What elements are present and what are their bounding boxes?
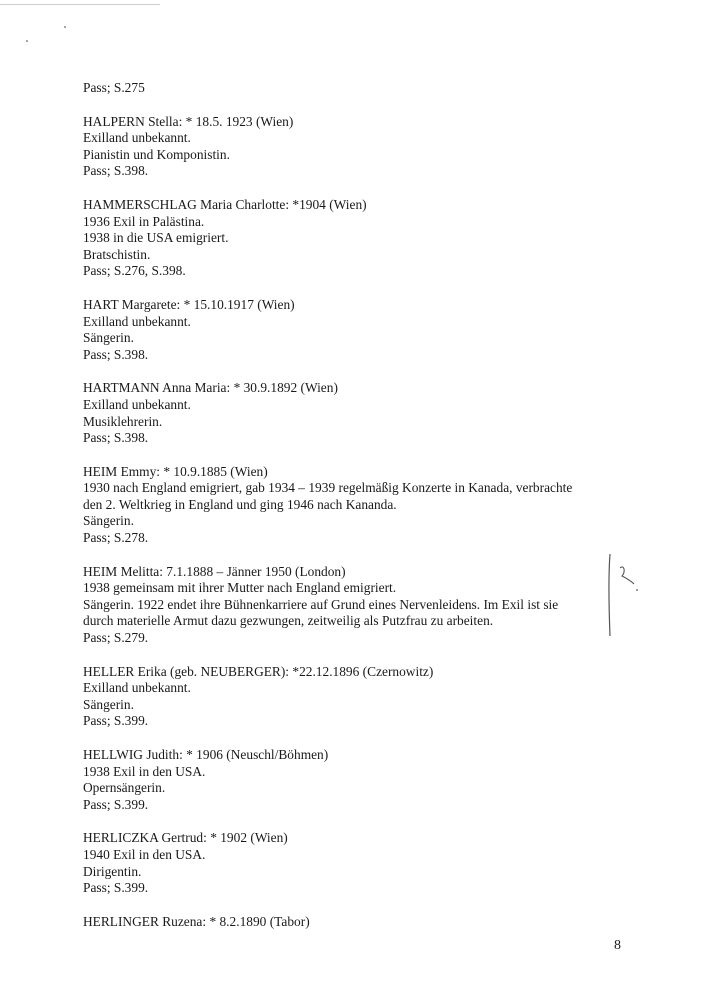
entry-line: 1938 Exil in den USA. [83, 763, 206, 779]
entry [83, 114, 643, 180]
entry-heading: HEIM Melitta: 7.1.1888 – Jänner 1950 (London) [83, 563, 346, 579]
entry-line: Exilland unbekannt. [83, 130, 191, 146]
entry-line: Musiklehrerin. [83, 413, 163, 429]
entry-line: Pass; S.278. [83, 530, 149, 546]
entry-heading: HERLINGER Ruzena: * 8.2.1890 (Tabor) [83, 913, 310, 929]
entry-line: Pass; S.399. [83, 713, 149, 729]
entry-line: Sängerin. 1922 endet ihre Bühnenkarriere auf Grund eines Nervenleidens. Im Exil ist sie [83, 596, 559, 612]
entry-line: Sängerin. [83, 330, 134, 346]
entry [83, 564, 643, 647]
entry [83, 380, 643, 446]
entry-line: 1940 Exil in den USA. [83, 846, 206, 862]
entry-line: 1936 Exil in Palästina. [83, 213, 205, 229]
page-number: 8 [614, 938, 621, 953]
entry-heading: HARTMANN Anna Maria: * 30.9.1892 (Wien) [83, 380, 338, 396]
entry-heading: HART Margarete: * 15.10.1917 (Wien) [83, 296, 295, 312]
entry-line: Sängerin. [83, 513, 134, 529]
entry-line: Dirigentin. [83, 863, 142, 879]
entry-line: Pass; S.399. [83, 796, 149, 812]
entry-heading: HELLWIG Judith: * 1906 (Neuschl/Böhmen) [83, 747, 329, 762]
entry [83, 464, 643, 547]
entry [83, 297, 643, 363]
entry-heading: HEIM Emmy: * 10.9.1885 (Wien) [83, 463, 268, 479]
entry-line: Pass; S.276, S.398. [83, 263, 186, 279]
entry-line: den 2. Weltkrieg in England und ging 1946 nach Kananda. [83, 496, 397, 512]
handwritten-margin-mark [600, 550, 650, 640]
scan-speck [64, 26, 66, 28]
entry-line: Pass; S.279. [83, 630, 149, 646]
entry-line: Pass; S.398. [83, 163, 149, 179]
entry-line: Exilland unbekannt. [83, 680, 191, 696]
entry-heading: HERLICZKA Gertrud: * 1902 (Wien) [83, 830, 288, 846]
entry-line: Bratschistin. [83, 246, 151, 262]
entry-line: 1938 in die USA emigriert. [83, 230, 229, 246]
entry-heading: HELLER Erika (geb. NEUBERGER): *22.12.1896 (Czernowitz) [83, 663, 434, 679]
entry-line: Pass; S.398. [83, 430, 149, 446]
entry [83, 830, 643, 896]
scan-edge-line [0, 4, 160, 5]
entry-line: Pianistin und Komponistin. [83, 146, 230, 162]
entry-line: 1938 gemeinsam mit ihrer Mutter nach England emigriert. [83, 580, 397, 596]
entry-line: Sängerin. [83, 696, 134, 712]
entry-heading: HALPERN Stella: * 18.5. 1923 (Wien) [83, 113, 294, 129]
entry-heading: Pass; S.275 [83, 80, 145, 95]
entry-line: Pass; S.398. [83, 346, 149, 362]
scan-speck [26, 40, 28, 42]
entry-line: Opernsängerin. [83, 780, 166, 796]
entries-list [83, 80, 643, 947]
entry-line: 1930 nach England emigriert, gab 1934 – 1939 regelmäßig Konzerte in Kanada, verbrachte [83, 480, 573, 496]
entry [83, 664, 643, 730]
entry-line: Exilland unbekannt. [83, 313, 191, 329]
entry [83, 914, 643, 931]
entry-line: Exilland unbekannt. [83, 396, 191, 412]
entry-heading: HAMMERSCHLAG Maria Charlotte: *1904 (Wien) [83, 196, 367, 212]
entry [83, 197, 643, 280]
entry [83, 747, 643, 813]
entry [83, 80, 643, 97]
entry-line: Pass; S.399. [83, 880, 149, 896]
entry-line: durch materielle Armut dazu gezwungen, zeitweilig als Putzfrau zu arbeiten. [83, 613, 494, 629]
